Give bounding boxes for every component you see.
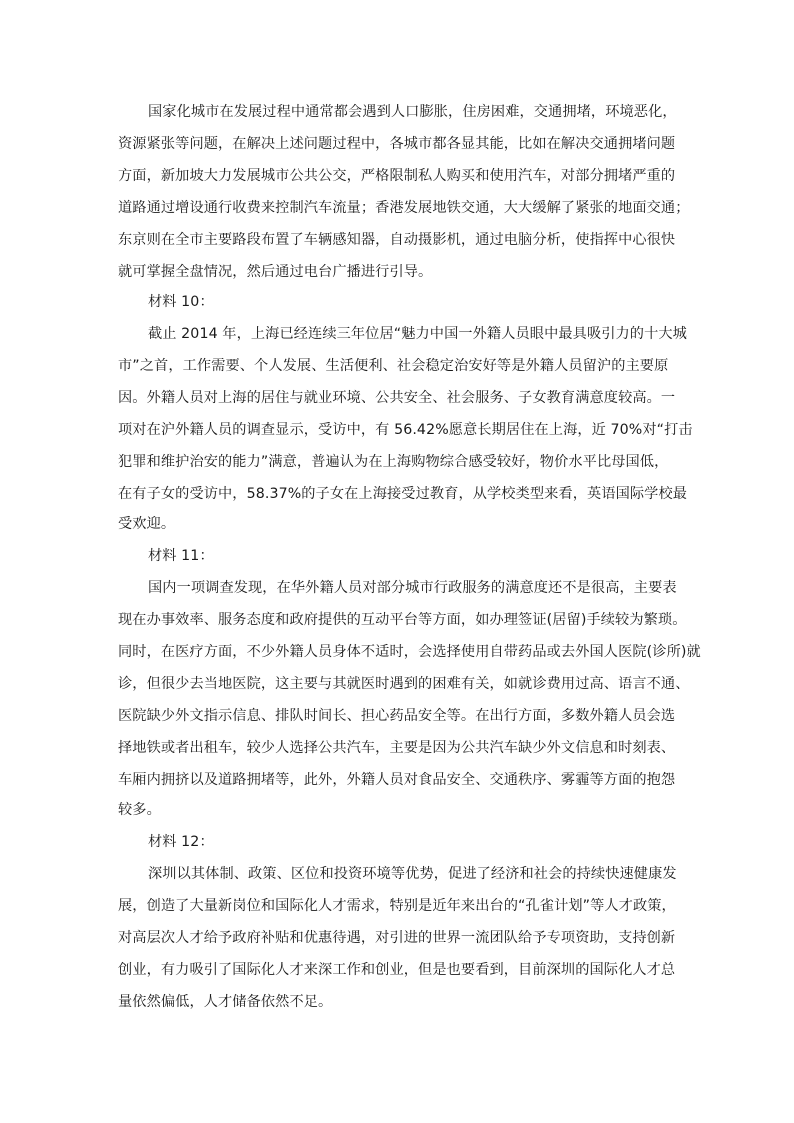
paragraph-line: 较多。	[118, 802, 161, 818]
paragraph-line: 东京则在全市主要路段布置了车辆感知器，自动摄影机，通过电脑分析，使指挥中心很快	[118, 232, 676, 248]
paragraph-line: 在有子女的受访中，58.37%的子女在上海接受过教育，从学校类型来看，英语国际学校最	[118, 486, 688, 502]
section-heading: 材料 10：	[148, 294, 214, 310]
paragraph-line: 就可掌握全盘情况，然后通过电台广播进行引导。	[118, 264, 433, 280]
paragraph-line: 诊，但很少去当地医院，这主要与其就医时遇到的困难有关，如就诊费用过高、语言不通、	[118, 676, 690, 692]
paragraph-line: 国内一项调查发现，在华外籍人员对部分城市行政服务的满意度还不是很高，主要表	[148, 580, 677, 596]
paragraph-line: 医院缺少外文指示信息、排队时间长、担心药品安全等。在出行方面，多数外籍人员会选	[118, 708, 676, 724]
section-heading: 材料 11：	[148, 548, 214, 564]
paragraph-line: 截止 2014 年，上海已经连续三年位居“魅力中国一外籍人员眼中最具吸引力的十大城	[148, 326, 687, 342]
paragraph-line: 对高层次人才给予政府补贴和优惠待遇，对引进的世界一流团队给予专项资助，支持创新	[118, 930, 676, 946]
paragraph-line: 资源紧张等问题，在解决上述问题过程中，各城市都各显其能，比如在解决交通拥堵问题	[118, 136, 676, 152]
paragraph-line: 车厢内拥挤以及道路拥堵等，此外，外籍人员对食品安全、交通秩序、雾霾等方面的抱怨	[118, 772, 676, 788]
paragraph-line: 道路通过增设通行收费来控制汽车流量；香港发展地铁交通，大大缓解了紧张的地面交通；	[118, 200, 690, 216]
paragraph-line: 项对在沪外籍人员的调查显示，受访中，有 56.42%愿意长期居住在上海，近 70%对“打击	[118, 422, 693, 438]
section-heading: 材料 12：	[148, 834, 214, 850]
paragraph-line: 国家化城市在发展过程中通常都会遇到人口膨胀，住房困难，交通拥堵，环境恶化，	[148, 104, 677, 120]
paragraph-line: 受欢迎。	[118, 516, 176, 532]
paragraph-line: 方面，新加坡大力发展城市公共公交，严格限制私人购买和使用汽车，对部分拥堵严重的	[118, 168, 676, 184]
paragraph-line: 同时，在医疗方面，不少外籍人员身体不适时，会选择使用自带药品或去外国人医院(诊所)就	[118, 644, 701, 660]
paragraph-line: 市”之首，工作需要、个人发展、生活便利、社会稳定治安好等是外籍人员留沪的主要原	[118, 358, 669, 374]
paragraph-line: 因。外籍人员对上海的居住与就业环境、公共安全、社会服务、子女教育满意度较高。一	[118, 390, 676, 406]
paragraph-line: 现在办事效率、服务态度和政府提供的互动平台等方面，如办理签证(居留)手续较为繁琐。	[118, 612, 687, 628]
paragraph-line: 深圳以其体制、政策、区位和投资环境等优势，促进了经济和社会的持续快速健康发	[148, 866, 677, 882]
paragraph-line: 犯罪和维护治安的能力”满意，普遍认为在上海购物综合感受较好，物价水平比母国低，	[118, 454, 669, 470]
paragraph-line: 择地铁或者出租车，较少人选择公共汽车，主要是因为公共汽车缺少外文信息和时刻表、	[118, 740, 676, 756]
paragraph-line: 创业，有力吸引了国际化人才来深工作和创业，但是也要看到，目前深圳的国际化人才总	[118, 962, 676, 978]
paragraph-line: 展，创造了大量新岗位和国际化人才需求，特别是近年来出台的“孔雀计划”等人才政策，	[118, 898, 676, 914]
paragraph-line: 量依然偏低，人才储备依然不足。	[118, 994, 333, 1010]
